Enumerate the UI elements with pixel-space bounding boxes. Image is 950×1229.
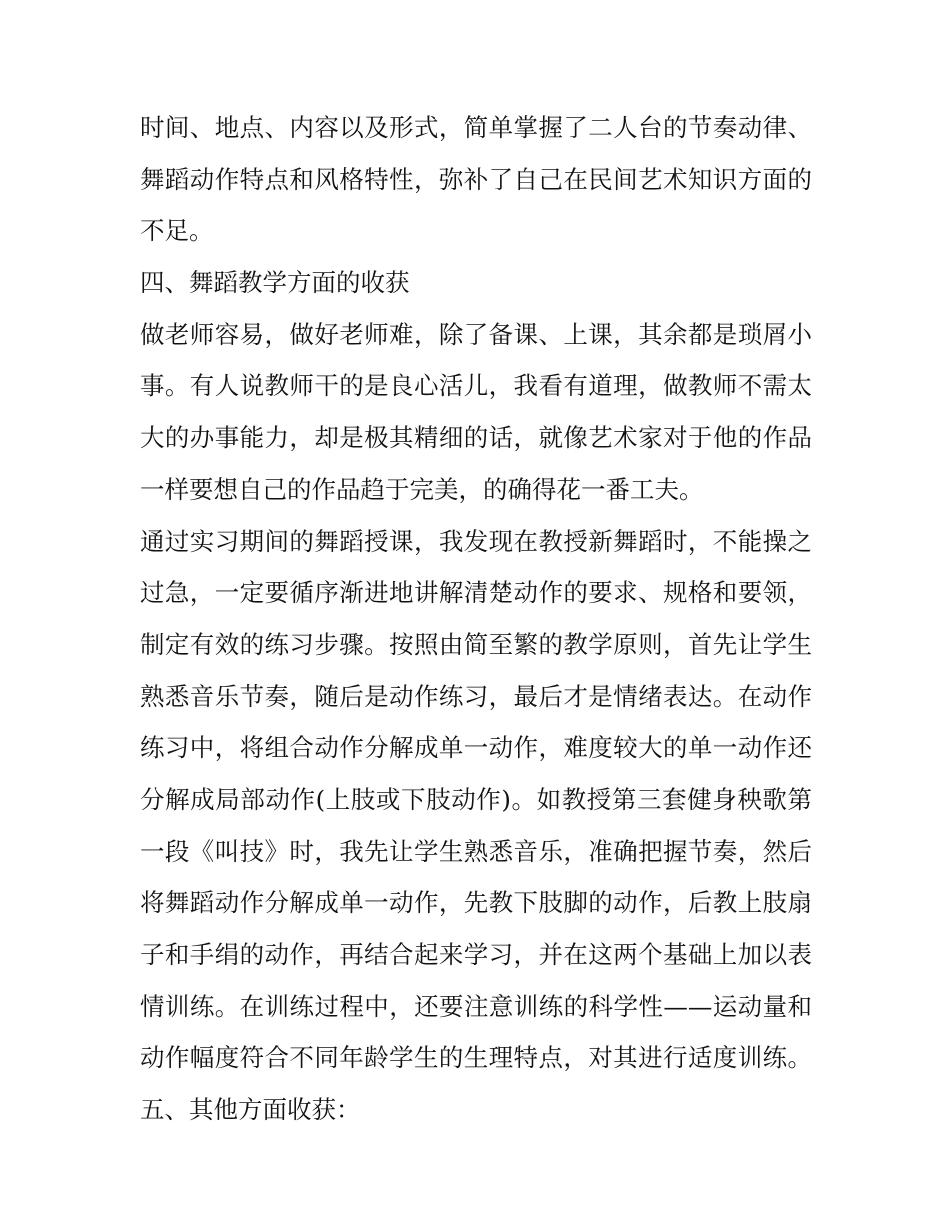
text-line: 情训练。在训练过程中，还要注意训练的科学性——运动量和	[140, 991, 812, 1021]
text-line: 时间、地点、内容以及形式，简单掌握了二人台的节奏动律、	[140, 113, 812, 142]
text-line: 熟悉音乐节奏，随后是动作练习，最后才是情绪表达。在动作	[140, 681, 812, 711]
text-line: 将舞蹈动作分解成单一动作，先教下肢脚的动作，后教上肢扇	[140, 888, 812, 918]
text-line: 制定有效的练习步骤。按照由简至繁的教学原则，首先让学生	[140, 629, 812, 659]
text-line: 做老师容易，做好老师难，除了备课、上课，其余都是琐屑小	[140, 319, 812, 349]
body-text	[140, 102, 812, 1136]
text-line: 舞蹈动作特点和风格特性，弥补了自己在民间艺术知识方面的	[140, 164, 812, 194]
text-line: 事。有人说教师干的是良心活儿，我看有道理，做教师不需太	[140, 371, 812, 401]
text-line: 练习中，将组合动作分解成单一动作，难度较大的单一动作还	[140, 733, 812, 763]
text-line: 一段《叫技》时，我先让学生熟悉音乐，准确把握节奏，然后	[140, 836, 812, 866]
section-heading: 五、其他方面收获：	[140, 1095, 361, 1125]
section-heading: 四、舞蹈教学方面的收获	[140, 268, 410, 298]
text-line: 不足。	[140, 216, 214, 246]
text-line: 大的办事能力，却是极其精细的话，就像艺术家对于他的作品	[140, 423, 812, 453]
text-line: 过急，一定要循序渐进地讲解清楚动作的要求、规格和要领，	[140, 578, 812, 608]
text-line: 一样要想自己的作品趋于完美，的确得花一番工夫。	[140, 474, 704, 504]
text-line: 子和手绢的动作，再结合起来学习，并在这两个基础上加以表	[140, 940, 812, 969]
text-line: 动作幅度符合不同年龄学生的生理特点，对其进行适度训练。	[140, 1043, 812, 1073]
text-line: 通过实习期间的舞蹈授课，我发现在教授新舞蹈时，不能操之	[140, 526, 812, 556]
text-line: 分解成局部动作(上肢或下肢动作)。如教授第三套健身秧歌第	[140, 784, 812, 814]
